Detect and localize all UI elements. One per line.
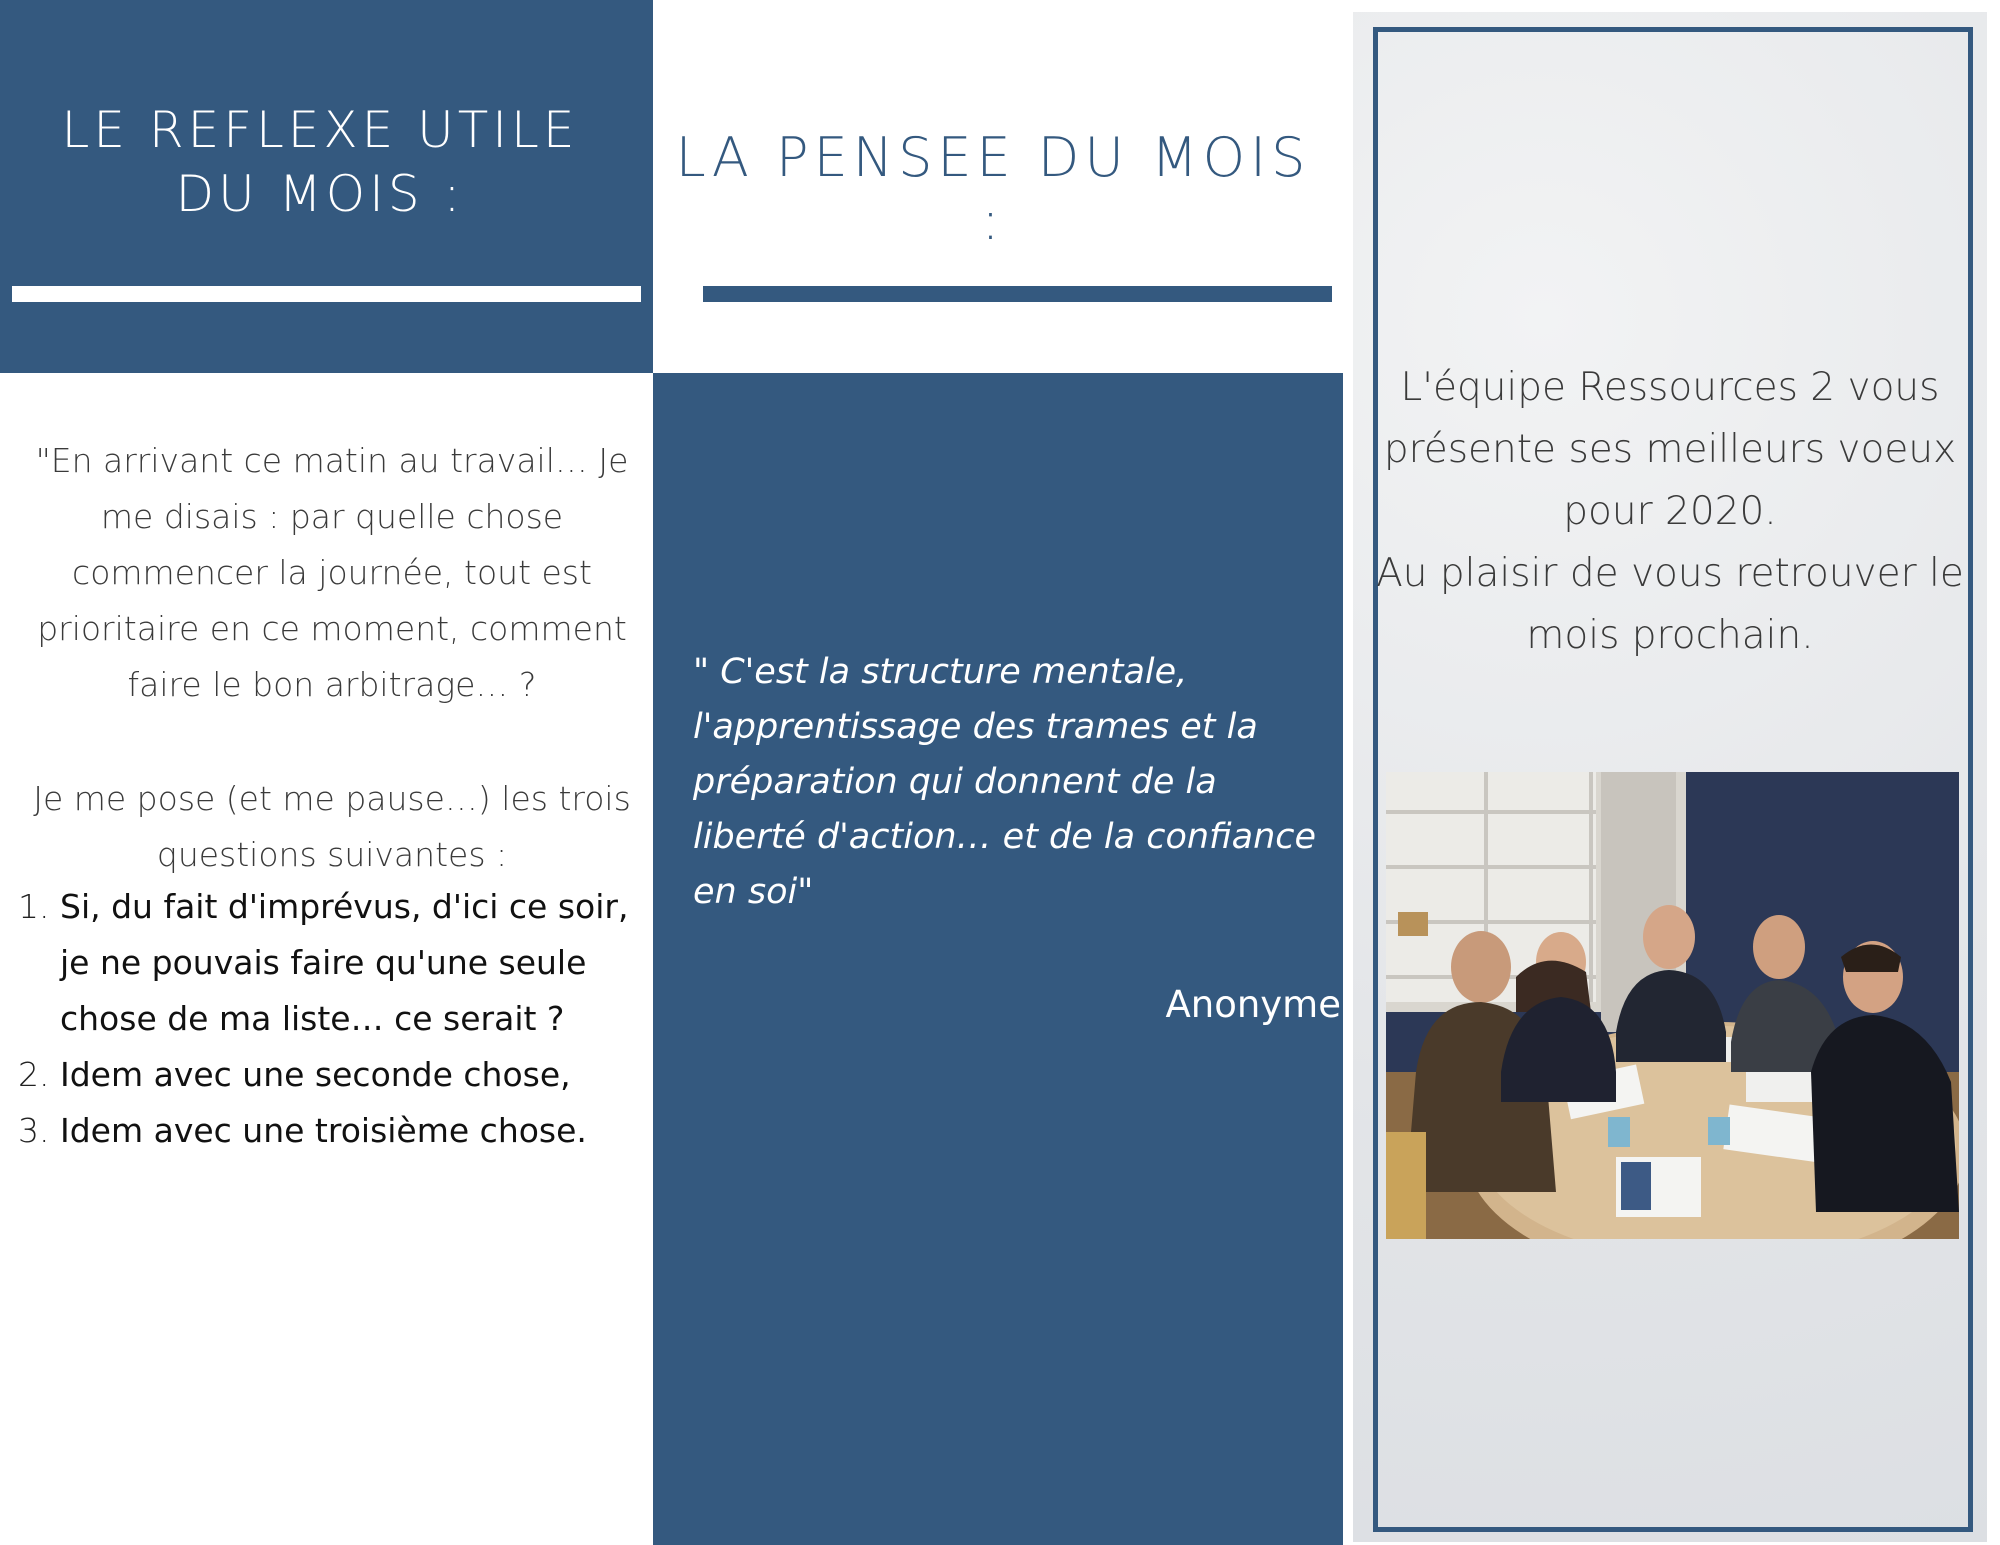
question-item — [18, 879, 653, 1047]
pensee-title: LA PENSEE DU MOIS : — [675, 126, 1311, 252]
pensee-divider — [703, 286, 1332, 302]
reflexe-title: LE REFLEXE UTILE DU MOIS : — [61, 101, 579, 223]
question-number: 2. — [18, 1055, 50, 1094]
pensee-header — [653, 0, 1343, 373]
greeting-text: L'équipe Ressources 2 vous présente ses meilleurs voeux pour 2020. Au plaisir de vous retrouver le mois prochain. — [1376, 365, 1964, 658]
question-number: 1. — [18, 887, 50, 926]
question-text: Si, du fait d'imprévus, d'ici ce soir, je ne pouvais faire qu'une seule chose de ma liste… ce serait ? — [60, 887, 629, 1038]
reflexe-body — [0, 373, 653, 1545]
team-photo-illustration — [1386, 772, 1959, 1239]
question-number: 3. — [18, 1111, 50, 1150]
pensee-body — [653, 373, 1343, 1545]
quote-text: " C'est la structure mentale, l'apprentissage des trames et la préparation qui donnent de la liberté d'action… et de la confiance en soi" — [693, 652, 1317, 912]
quote-author: Anonyme — [1165, 983, 1341, 1026]
greetings-panel — [1353, 12, 1987, 1542]
team-photo-icon — [1386, 772, 1959, 1239]
question-item — [18, 1047, 653, 1103]
reflexe-header — [0, 0, 653, 373]
questions-list — [18, 879, 653, 1159]
question-text: Idem avec une seconde chose, — [60, 1055, 571, 1094]
question-item — [18, 1103, 653, 1159]
reflexe-intro: "En arrivant ce matin au travail… Je me disais : par quelle chose commencer la journée, tout est prioritaire en ce moment, comment faire le bon arbitrage… ? — [35, 441, 629, 704]
question-text: Idem avec une troisième chose. — [60, 1111, 587, 1150]
reflexe-intro-questions: Je me pose (et me pause…) les trois questions suivantes : — [33, 779, 631, 874]
reflexe-divider — [12, 286, 641, 302]
